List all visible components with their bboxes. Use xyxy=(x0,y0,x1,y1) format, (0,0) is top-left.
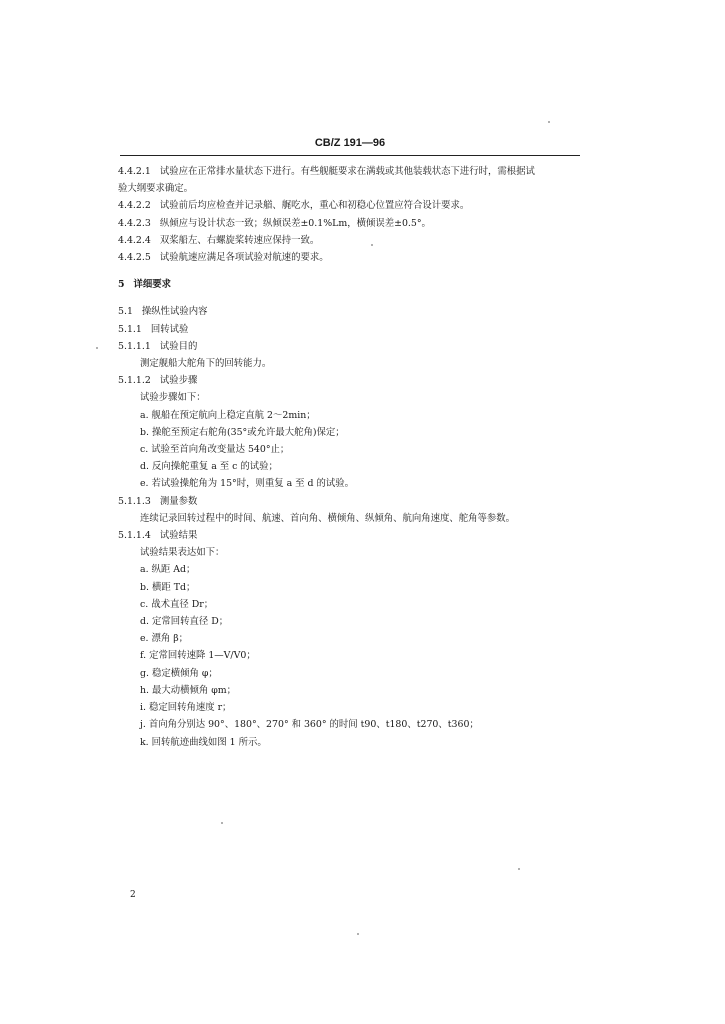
scan-speck xyxy=(548,121,550,123)
list-item: c. 战术直径 Dr； xyxy=(140,598,214,610)
section-5-1-1-4-heading xyxy=(118,527,586,544)
steps-intro: 试验步骤如下： xyxy=(140,392,206,404)
list-item: j. 首向角分别达 90°、180°、270° 和 360° 的时间 t90、t180、t270、t360； xyxy=(140,719,479,731)
clause-4-4-2-5 xyxy=(118,249,586,266)
list-item: k. 回转航迹曲线如图 1 所示。 xyxy=(140,736,267,748)
clause-text: 试验前后均应检查并记录艏、艉吃水，重心和初稳心位置应符合设计要求。 xyxy=(159,200,470,212)
scan-speck xyxy=(96,347,98,349)
clause-number: 4.4.2.4 xyxy=(118,234,151,246)
section-title: 测量参数 xyxy=(159,495,198,507)
scan-speck xyxy=(221,822,223,824)
clause-4-4-2-1-cont xyxy=(118,180,586,197)
section-number: 5.1.1.2 xyxy=(118,375,151,387)
list-item: a. 纵距 Ad； xyxy=(140,564,196,576)
scan-speck xyxy=(357,933,359,935)
list-item: h. 最大动横倾角 φm； xyxy=(140,684,237,696)
list-item: d. 反向操舵重复 a 至 c 的试验； xyxy=(140,461,278,473)
clause-text-cont: 验大纲要求确定。 xyxy=(118,183,194,195)
scan-speck xyxy=(371,244,373,246)
section-5-1-1-3-body: 连续记录回转过程中的时间、航速、首向角、横倾角、纵倾角、航向角速度、舵角等参数。 xyxy=(140,512,516,524)
clause-text: 双桨船左、右螺旋桨转速应保持一致。 xyxy=(159,234,320,246)
spacer xyxy=(118,293,586,303)
section-number: 5.1.1 xyxy=(118,323,142,335)
header-rule xyxy=(120,155,580,156)
document-header-code: CB/Z 191—96 xyxy=(314,137,386,149)
list-item: b. 操舵至预定右舵角(35°或允许最大舵角)保定； xyxy=(140,426,345,438)
section-5-heading xyxy=(118,276,586,293)
results-intro: 试验结果表达如下： xyxy=(140,547,225,559)
document-body xyxy=(118,163,586,751)
section-title: 试验结果 xyxy=(159,530,198,542)
clause-4-4-2-3 xyxy=(118,215,586,232)
clause-text: 试验航速应满足各项试验对航速的要求。 xyxy=(159,252,329,264)
clause-text: 纵倾应与设计状态一致；纵倾误差±0.1%Lm，横倾误差±0.5°。 xyxy=(159,217,431,229)
section-number: 5.1.1.3 xyxy=(118,495,151,507)
clause-4-4-2-4 xyxy=(118,232,586,249)
section-number: 5.1.1.4 xyxy=(118,530,151,542)
section-5-1-1-1-body: 测定舰船大舵角下的回转能力。 xyxy=(140,358,272,370)
section-number: 5.1 xyxy=(118,306,133,318)
list-item: b. 横距 Td； xyxy=(140,581,196,593)
list-item: i. 稳定回转角速度 r； xyxy=(140,702,232,714)
section-number: 5 xyxy=(118,279,125,291)
section-title: 详细要求 xyxy=(133,279,172,291)
scan-speck xyxy=(518,868,520,870)
list-item: a. 舰船在预定航向上稳定直航 2～2min； xyxy=(140,409,316,421)
list-item: e. 若试验操舵角为 15°时，则重复 a 至 d 的试验。 xyxy=(140,478,354,490)
section-title: 回转试验 xyxy=(150,323,189,335)
section-5-1-1-heading xyxy=(118,321,586,338)
clause-number: 4.4.2.1 xyxy=(118,166,151,177)
list-item: d. 定常回转直径 D； xyxy=(140,616,229,628)
section-title: 试验目的 xyxy=(159,340,198,352)
section-5-1-1-2-heading xyxy=(118,372,586,389)
section-title: 操纵性试验内容 xyxy=(141,306,208,318)
section-number: 5.1.1.1 xyxy=(118,340,151,352)
clause-number: 4.4.2.2 xyxy=(118,200,151,212)
clause-number: 4.4.2.5 xyxy=(118,252,151,264)
section-5-1-heading xyxy=(118,303,586,320)
section-title: 试验步骤 xyxy=(159,375,198,387)
list-item: e. 漂角 β； xyxy=(140,633,189,645)
list-item: g. 稳定横倾角 φ； xyxy=(140,667,218,679)
clause-4-4-2-2 xyxy=(118,197,586,214)
section-5-1-1-1-heading xyxy=(118,338,586,355)
clause-number: 4.4.2.3 xyxy=(118,217,151,229)
spacer xyxy=(118,266,586,276)
page-number: 2 xyxy=(130,890,136,900)
list-item: f. 定常回转速降 1—V/V0； xyxy=(140,650,256,662)
section-5-1-1-3-heading xyxy=(118,493,586,510)
clause-4-4-2-1 xyxy=(118,163,586,180)
clause-text: 试验应在正常排水量状态下进行。有些舰艇要求在满载或其他装载状态下进行时，需根据试 xyxy=(159,166,535,177)
list-item: c. 试验至首向角改变量达 540°止； xyxy=(140,444,290,456)
